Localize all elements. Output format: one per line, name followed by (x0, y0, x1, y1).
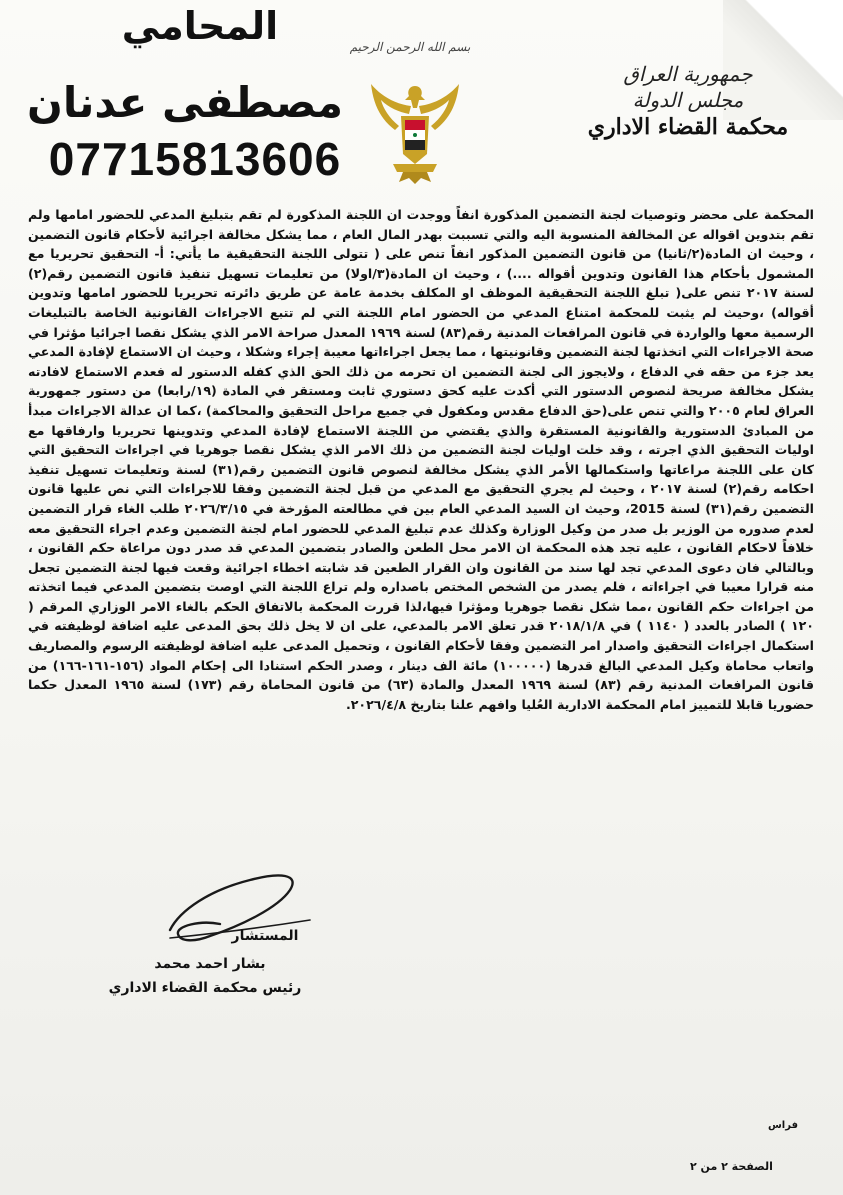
judgment-paragraph: المحكمة على محضر وتوصيات لجنة التضمين المذكورة انفاً ووجدت ان اللجنة المذكورة لم تقم بتبليغ المدعي للحضور امامها ولم تقم بتدوين اقواله عن المخالفة المنسوبة اليه والتي تسببت بهدر المال العام ، مما يشكل مخالفة اجرائية لأحكام قانون التضمين ، وحيث ان المادة(٢/ثانيا) من قانون التضمين المذكور انفاً تنص على ( تتولى اللجنة التحقيقية ما يأتي: أ- التحقيق تحريريا مع المشمول بأحكام هذا القانون وتدوين أقواله ....) ، وحيث ان المادة(٣/اولا) من تعليمات تسهيل تنفيذ قانون التضمين رقم(٢) لسنة ٢٠١٧ تنص على( تبلغ اللجنة التحقيقية الموظف او المكلف بخدمة عامة عن طريق دائرته تحريريا للحضور امامها وتدوين أقواله) ،وحيث لم يثبت للمحكمة امتناع المدعي من الحضور امام اللجنة التي لم تتبع الاجراءات القانونية الخاصة بالتبليغات الرسمية معها والواردة في قانون المرافعات المدنية رقم(٨٣) لسنة ١٩٦٩ المعدل صراحة الامر الذي يشكل نقصا اجرائيا مؤثرا في صحة الاجراءات التي اتخذتها لجنة التضمين وقانونيتها ، مما يجعل اجراءاتها معيبة إجراء وشكلا ، وحيث ان الاستماع لإفادة المدعي يعد جزء من حقه في الدفاع ، ولايجوز الى لجنة التضمين ان تحرمه من ذلك الحق الذي كفله الدستور له فعدم الاستماع لافادته يشكل مخالفة صريحة لنصوص الدستور التي أكدت عليه كحق دستوري ثابت ومستقر في المادة (١٩/رابعا) من دستور جمهورية العراق لعام ٢٠٠٥ والتي تنص على(حق الدفاع مقدس ومكفول في جميع مراحل التحقيق والمحاكمة) ،كما ان عدالة الاجراءات مبدأ من المبادئ الدستورية والقانونية المستقرة والذي يقتضي من اللجنة الاستماع لإفادة المدعي وتدوينها تحريريا وارفاقها مع اوليات التحقيق الذي اجرته ، وقد خلت اوليات لجنة التضمين من ذلك الامر الذي يشكل نقصا جوهريا في اجراءات التحقيق التي كان على اللجنة مراعاتها واستكمالها الأمر الذي يشكل مخالفة لنصوص قانون التضمين رقم(٣١) لسنة وتعليمات تسهيل تنفيذ احكامه رقم(٢) لسنة ٢٠١٧ ، وحيث لم يجري التحقيق مع المدعي من قبل لجنة التضمين وفقا للاجراءات التي نص عليها قانون التضمين رقم(٣١) لسنة 2015، وحيث ان السيد المدعي العام بين في مطالعته المؤرخة في ٢٠٢٦/٣/١٥ طلب الغاء قرار التضمين لعدم صدوره من الوزير بل صدر من وكيل الوزارة وكذلك عدم تبليغ المدعي للحضور امام لجنة التضمين وعدم اجراء التحقيق معه خلافاً لاحكام القانون ، عليه تجد هذه المحكمة ان الامر محل الطعن والصادر بتضمين المدعي قد صدر دون مراعاة حكم القانون ، وبالتالي فان دعوى المدعي تجد لها سند من القانون وان القرار الطعين قد شابته اخطاء اجرائية وقعت فيها لجنة التضمين تجعل منه قرارا معيبا في اجراءاته ، فلم يصدر من الشخص المختص باصداره ولم تراع اللجنة التي اوصت بتضمين المدعي فيما اتخذته من اجراءات حكم القانون ،مما شكل نقصا جوهريا ومؤثرا فيها،لذا قررت المحكمة بالاتفاق الحكم بالغاء الامر الوزاري المرقم ( ١٢٠ ) الصادر بالعدد ( ١١٤٠ ) في ٢٠١٨/١/٨ قدر تعلق الامر بالمدعي، على ان لا يخل ذلك بحق المدعى عليه اضافة لوظيفته في استكمال اجراءات التحقيق واصدار امر التضمين وفقا لأحكام القانون ، وتحميل المدعى عليه اضافة لوظيفته الرسوم والمصاريف واتعاب محاماة وكيل المدعي البالغ قدرها (١٠٠٠٠٠) مائة الف دينار ، وصدر الحكم استنادا الى إحكام المواد (١٥٦-١٦١-١٦٦) من قانون المرافعات المدنية رقم (٨٣) لسنة ١٩٦٩ المعدل والمادة (٦٣) من قانون المحاماة رقم (١٧٣) لسنة ١٩٦٥ المعدل حكما حضوريا قابلا للتمييز امام المحكمة الادارية العُليا وافهم علنا بتاريخ ٢٠٢٦/٤/٨. (28, 207, 814, 712)
page-number: الصفحة ٢ من ٢ (690, 1160, 773, 1173)
court-name: محكمة القضاء الاداري (587, 114, 789, 140)
issuing-authority-header (573, 62, 803, 140)
signatory-role: رئيس محكمة القضاء الاداري (108, 980, 302, 996)
basmala: بسم الله الرحمن الرحيم (349, 40, 471, 54)
clerk-initials: فراس (768, 1120, 798, 1131)
eagle-emblem-icon (365, 78, 465, 188)
lawyer-phone: 07715813606 (48, 133, 342, 185)
council-name: مجلس الدولة (632, 88, 744, 112)
lawyer-title: المحامي (121, 4, 279, 48)
judgment-body (28, 205, 814, 714)
lawyer-name: مصطفى عدنان (27, 78, 343, 127)
country-name: جمهورية العراق (623, 62, 753, 86)
signatory-name: بشار احمد محمد (154, 956, 266, 972)
signatory-title: المستشار (231, 928, 299, 944)
